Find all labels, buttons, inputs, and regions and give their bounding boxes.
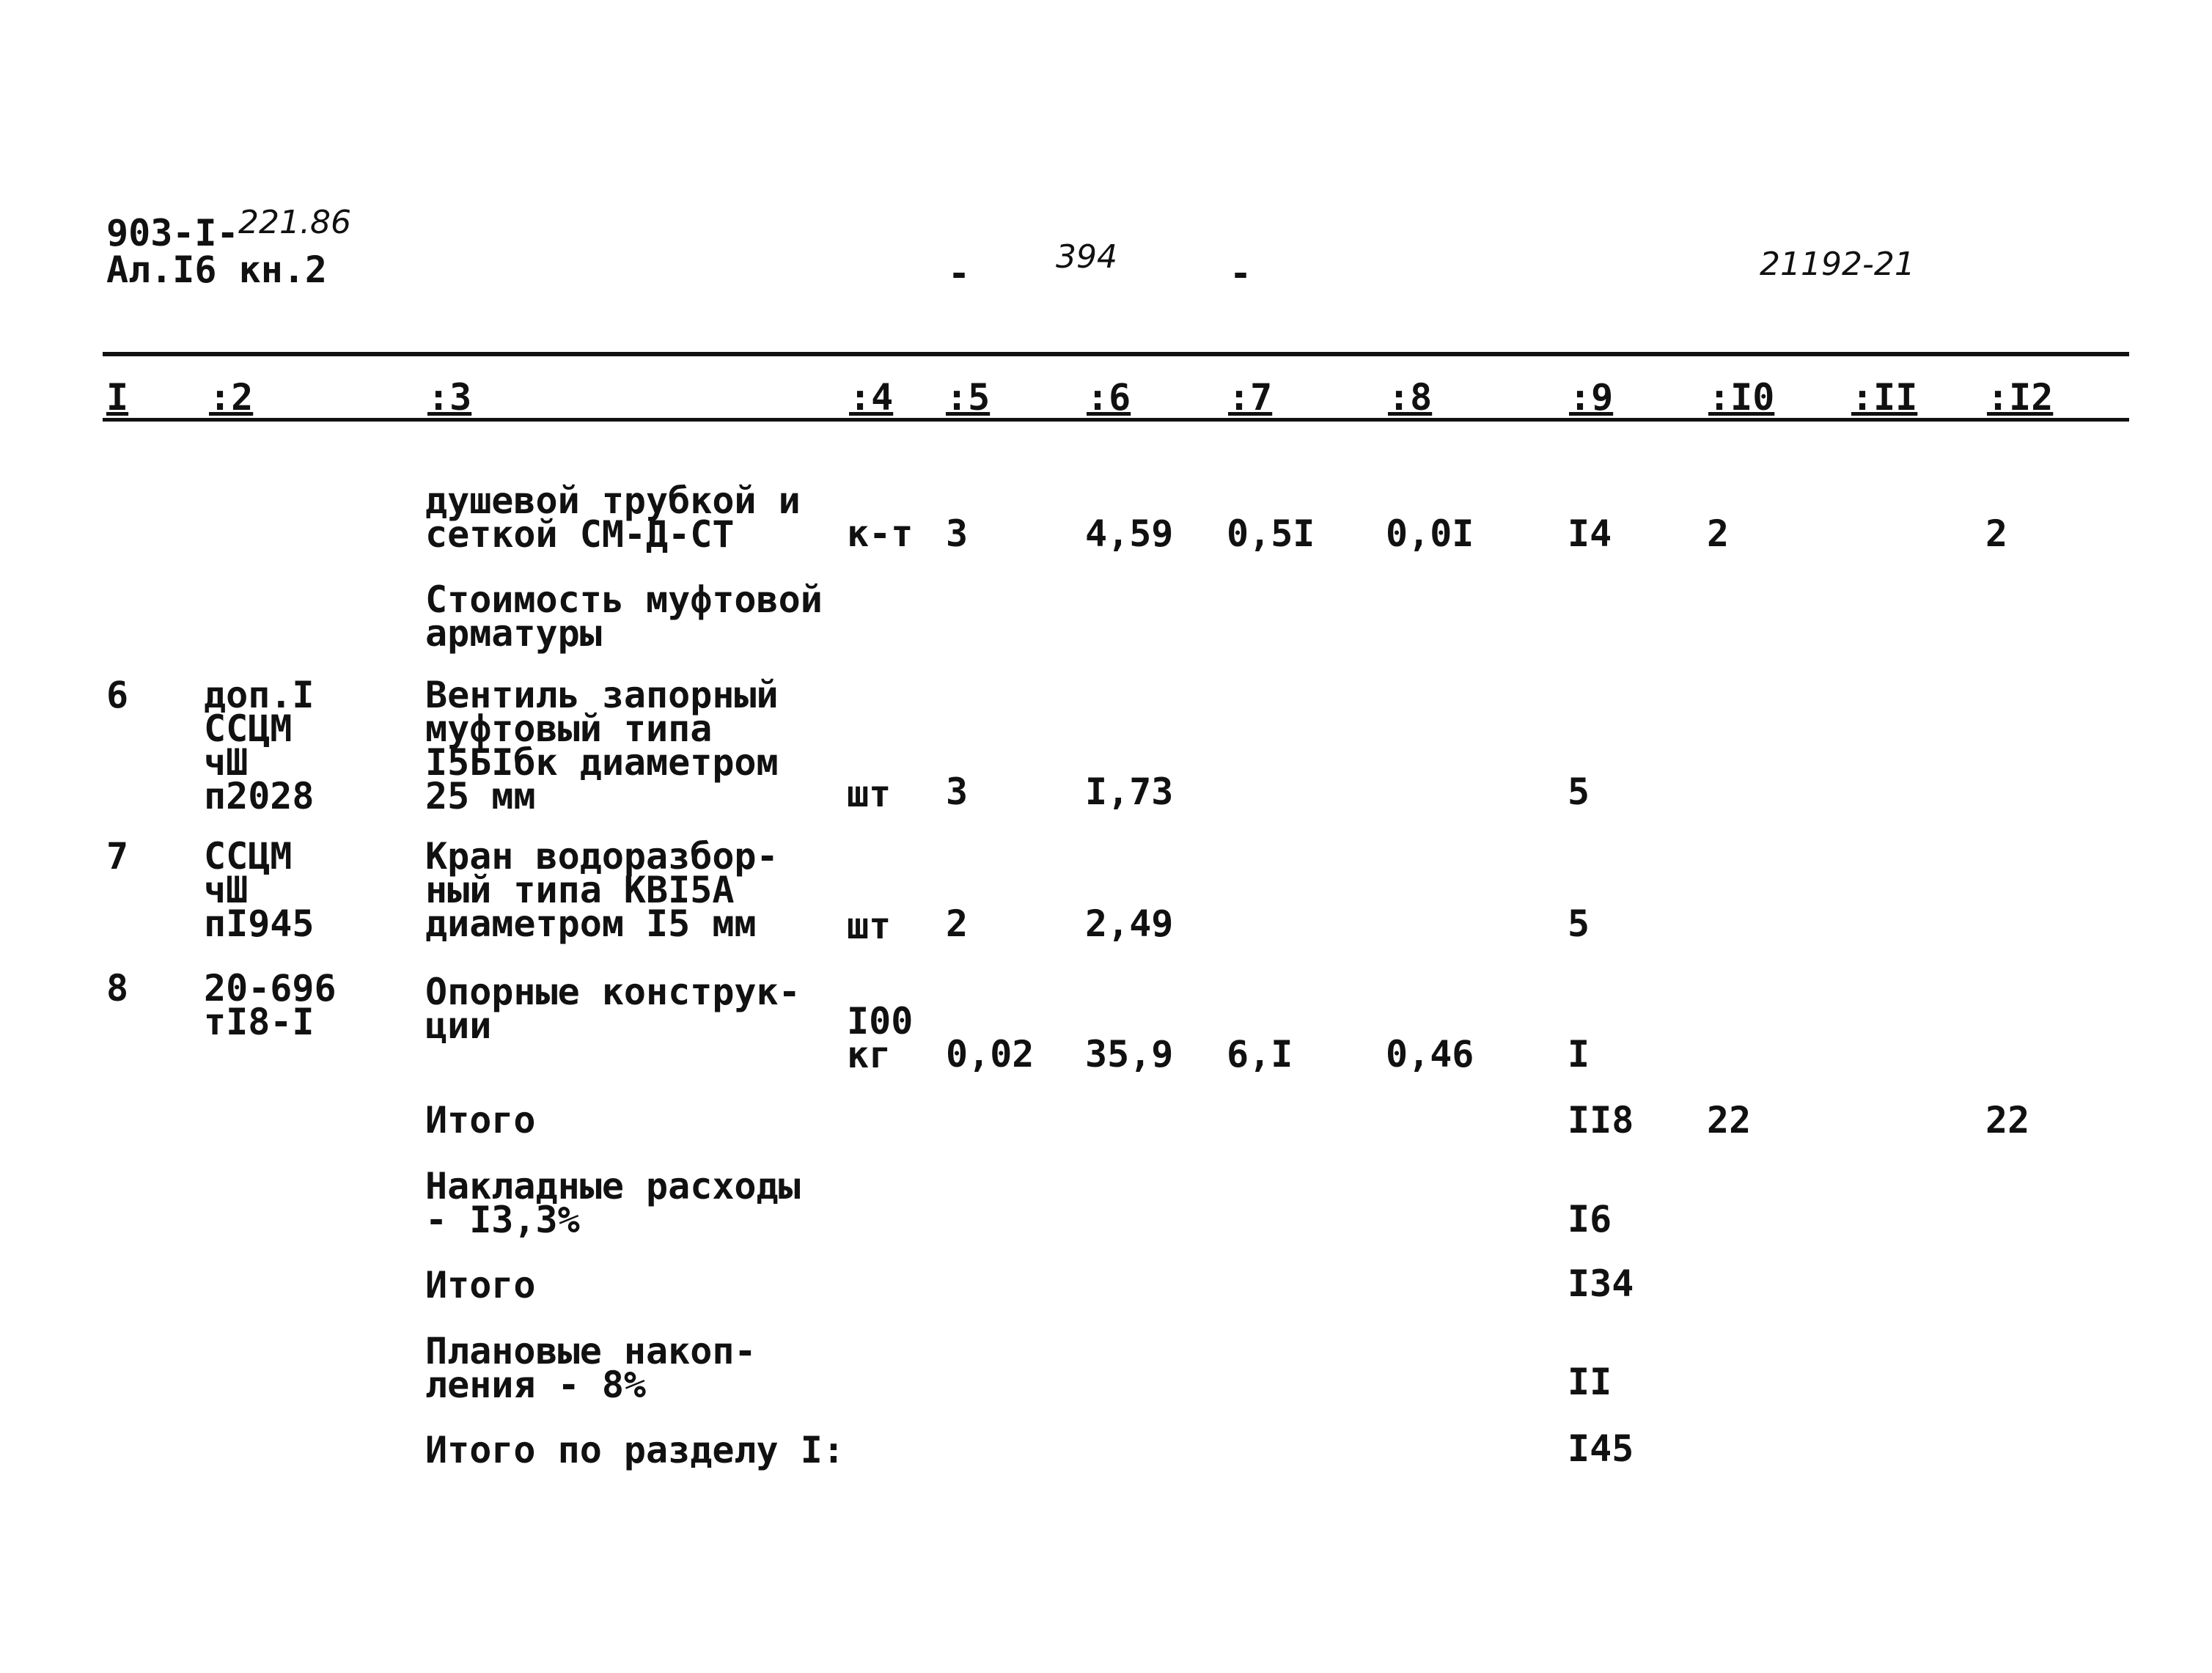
col-header-11: :II [1851, 376, 1918, 419]
row-col6: 35,9 [1085, 1033, 1174, 1076]
row-unit: шт [847, 773, 892, 815]
row-quantity: 0,02 [946, 1033, 1035, 1076]
row-number: 6 [106, 674, 129, 716]
row-col9: II [1568, 1361, 1612, 1403]
col-header-1: I [106, 376, 129, 419]
row-col6: 2,49 [1085, 902, 1174, 945]
row-col12: 2 [1985, 512, 2008, 555]
col-header-12: :I2 [1987, 376, 2054, 419]
col-header-2: :2 [209, 376, 254, 419]
row-unit: к-т [847, 512, 914, 555]
col-header-4: :4 [849, 376, 894, 419]
row-description: Итого [425, 1099, 536, 1141]
doc-code: 903-I- [106, 212, 239, 254]
col-header-5: :5 [946, 376, 991, 419]
row-description: душевой трубкой и сеткой СМ-Д-СТ [425, 479, 801, 556]
page-number: 394 [1056, 238, 1117, 276]
top-rule [103, 352, 2129, 356]
row-col7: 6,I [1227, 1033, 1293, 1076]
row-description: Стоимость муфтовой арматуры [425, 578, 823, 655]
row-description: Кран водоразбор- ный типа КВI5А диаметром I5 мм [425, 835, 779, 945]
row-col10: 22 [1707, 1099, 1752, 1141]
col-header-10: :I0 [1708, 376, 1775, 419]
row-col9: II8 [1568, 1099, 1634, 1141]
doc-year-handwritten: 221.86 [238, 204, 351, 241]
row-description: Накладные расходы - I3,3% [425, 1165, 801, 1241]
row-code: ССЦМ чШ пI945 [204, 835, 315, 945]
row-unit: I00 кг [847, 1000, 914, 1076]
page-dash-right: - [1230, 252, 1252, 295]
row-number: 7 [106, 835, 129, 878]
doc-number: 21192-21 [1760, 246, 1915, 283]
row-col9: I [1568, 1033, 1590, 1076]
row-code: 20-696 тI8-I [204, 967, 337, 1043]
row-unit: шт [847, 905, 892, 947]
row-description: Итого [425, 1264, 536, 1306]
col-header-7: :7 [1228, 376, 1273, 419]
row-col6: I,73 [1085, 771, 1174, 813]
row-code: доп.I ССЦМ чШ п2028 [204, 674, 315, 817]
row-col9: I45 [1568, 1427, 1634, 1470]
page-dash-left: - [948, 252, 971, 295]
row-quantity: 3 [946, 512, 969, 555]
row-quantity: 3 [946, 771, 969, 813]
row-col8: 0,46 [1386, 1033, 1474, 1076]
row-col9: I6 [1568, 1198, 1612, 1240]
row-quantity: 2 [946, 902, 969, 945]
row-col10: 2 [1707, 512, 1730, 555]
row-col9: 5 [1568, 771, 1590, 813]
row-col9: I4 [1568, 512, 1612, 555]
row-description: Плановые накоп- ления - 8% [425, 1330, 757, 1406]
row-description: Опорные конструк- ции [425, 971, 801, 1047]
row-description: Итого по разделу I: [425, 1429, 845, 1471]
col-header-6: :6 [1087, 376, 1131, 419]
row-col8: 0,0I [1386, 512, 1474, 555]
album-book: Ал.I6 кн.2 [106, 249, 328, 291]
row-col12: 22 [1985, 1099, 2030, 1141]
col-header-9: :9 [1569, 376, 1614, 419]
row-number: 8 [106, 967, 129, 1010]
row-col7: 0,5I [1227, 512, 1315, 555]
row-col9: 5 [1568, 902, 1590, 945]
col-header-8: :8 [1388, 376, 1433, 419]
col-header-3: :3 [427, 376, 472, 419]
row-col9: I34 [1568, 1262, 1634, 1305]
row-col6: 4,59 [1085, 512, 1174, 555]
row-description: Вентиль запорный муфтовый типа I5БIбк диаметром 25 мм [425, 674, 779, 817]
